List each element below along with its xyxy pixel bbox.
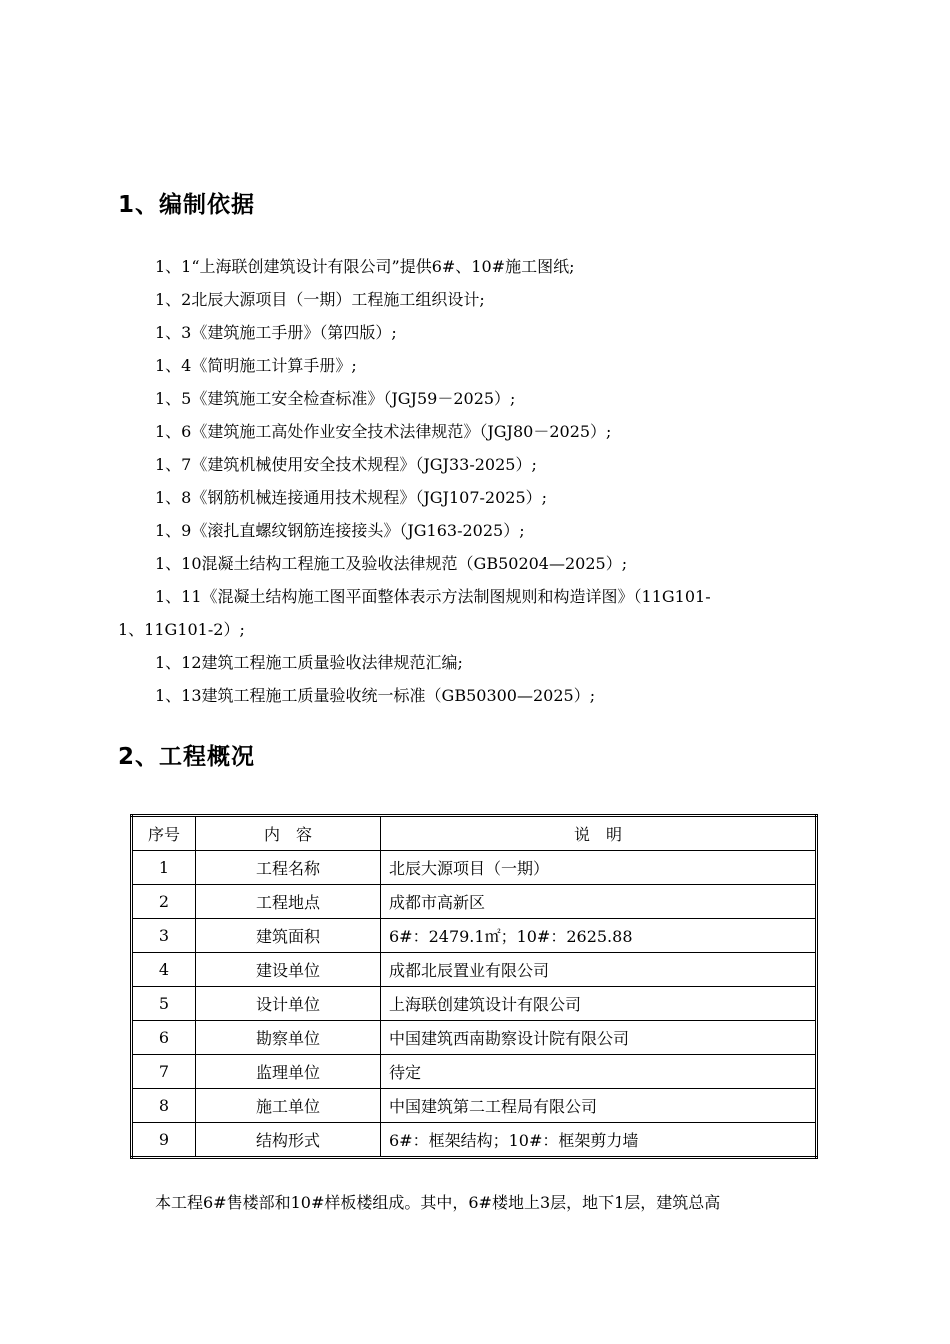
table-cell: 成都市高新区 [381,885,817,919]
header-cell: 内 容 [196,816,381,851]
table-cell: 2 [132,885,196,919]
table-row [132,919,817,953]
table-cell: 设计单位 [196,987,381,1021]
table-cell: 9 [132,1123,196,1158]
table-cell: 6 [132,1021,196,1055]
table-cell: 4 [132,953,196,987]
table-cell: 1 [132,851,196,885]
table-cell: 8 [132,1089,196,1123]
table-cell: 工程名称 [196,851,381,885]
reference-item: 1、1“上海联创建筑设计有限公司”提供6#、10#施工图纸; [155,257,575,276]
header-cell: 说 明 [381,816,817,851]
table-row [132,1021,817,1055]
table-cell: 施工单位 [196,1089,381,1123]
reference-item: 1、5《建筑施工安全检查标准》（JGJ59－2025）; [155,389,516,408]
table-row [132,1089,817,1123]
reference-item: 1、3《建筑施工手册》（第四版）; [155,323,397,342]
header-cell: 序号 [132,816,196,851]
table-row [132,1123,817,1158]
reference-item: 1、6《建筑施工高处作业安全技术法律规范》（JGJ80－2025）; [155,422,612,441]
project-overview-table [130,814,818,1159]
reference-item: 1、7《建筑机械使用安全技术规程》（JGJ33-2025）; [155,455,537,474]
reference-item: 1、10混凝土结构工程施工及验收法律规范（GB50204—2025）; [155,554,628,573]
reference-item: 1、4《简明施工计算手册》; [155,356,357,375]
reference-item: 1、13建筑工程施工质量验收统一标准（GB50300—2025）; [155,686,596,705]
table-cell: 成都北辰置业有限公司 [381,953,817,987]
table-cell: 待定 [381,1055,817,1089]
table-cell: 监理单位 [196,1055,381,1089]
table-cell: 结构形式 [196,1123,381,1158]
table-cell: 中国建筑西南勘察设计院有限公司 [381,1021,817,1055]
table-cell: 勘察单位 [196,1021,381,1055]
section-1-heading: 1、编制依据 [118,192,256,218]
reference-item: 1、9《滚扎直螺纹钢筋连接接头》（JG163-2025）; [155,521,525,540]
reference-item: 1、12建筑工程施工质量验收法律规范汇编; [155,653,463,672]
table-cell: 北辰大源项目（一期） [381,851,817,885]
overview-paragraph: 本工程6#售楼部和10#样板楼组成。其中，6#楼地上3层，地下1层，建筑总高 [155,1193,721,1212]
table-cell: 建筑面积 [196,919,381,953]
reference-item-continuation: 1、11G101-2）; [118,620,245,639]
table-row [132,953,817,987]
table-cell: 7 [132,1055,196,1089]
table-cell: 5 [132,987,196,1021]
table-row [132,987,817,1021]
table-cell: 中国建筑第二工程局有限公司 [381,1089,817,1123]
table-cell: 6#：2479.1㎡；10#：2625.88 [381,919,817,953]
section-2-heading: 2、工程概况 [118,744,256,770]
table-row [132,1055,817,1089]
reference-item: 1、8《钢筋机械连接通用技术规程》（JGJ107-2025）; [155,488,548,507]
table-row [132,851,817,885]
reference-item: 1、11《混凝土结构施工图平面整体表示方法制图规则和构造详图》（11G101- [155,587,711,606]
table-row [132,885,817,919]
table-cell: 建设单位 [196,953,381,987]
table-cell: 3 [132,919,196,953]
table-header-row [132,816,817,851]
reference-item: 1、2北辰大源项目（一期）工程施工组织设计; [155,290,485,309]
table-cell: 上海联创建筑设计有限公司 [381,987,817,1021]
table-cell: 工程地点 [196,885,381,919]
table-cell: 6#：框架结构；10#：框架剪力墙 [381,1123,817,1158]
